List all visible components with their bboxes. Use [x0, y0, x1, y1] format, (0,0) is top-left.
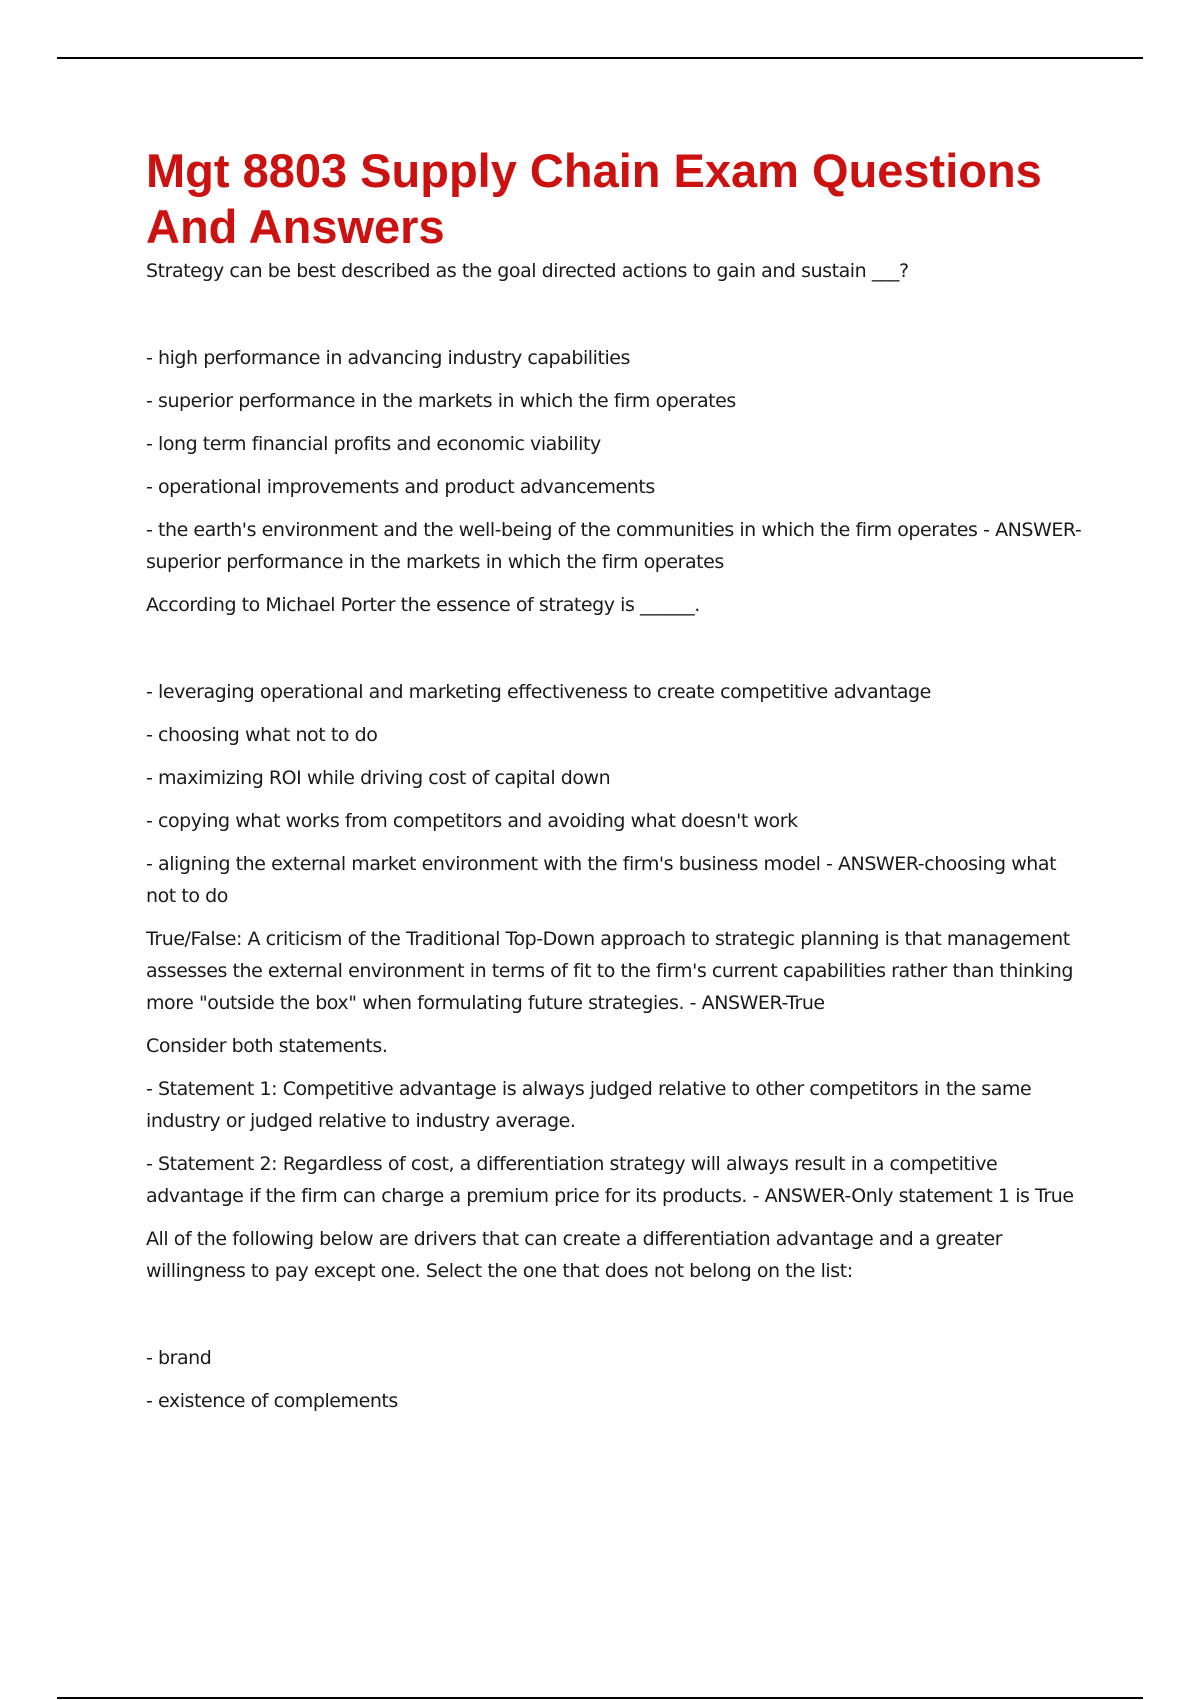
statement-2-with-answer: - Statement 2: Regardless of cost, a differentiation strategy will always result in a competitive advantage if the firm can charge a premium price for its products. - ANSWER-Only statement 1 is True: [146, 1153, 1074, 1207]
question-3-with-answer: True/False: A criticism of the Traditional Top-Down approach to strategic planning is that management assesses the external environment in terms of fit to the firm's current capabilities rather than thinking more "outside the box" when formulating future strategies. - ANSWER-True: [146, 928, 1074, 1014]
option-2c: - maximizing ROI while driving cost of capital down: [146, 767, 611, 789]
option-1c: - long term financial profits and economic viability: [146, 433, 601, 455]
top-rule: [57, 57, 1143, 59]
option-5b: - existence of complements: [146, 1390, 398, 1412]
option-2b: - choosing what not to do: [146, 724, 378, 746]
statement-1: - Statement 1: Competitive advantage is always judged relative to other competitors in the same industry or judged relative to industry average.: [146, 1078, 1032, 1132]
question-1: Strategy can be best described as the goal directed actions to gain and sustain ___?: [146, 260, 909, 282]
option-1e-with-answer: - the earth's environment and the well-being of the communities in which the firm operates - ANSWER-superior performance in the markets in which the firm operates: [146, 519, 1082, 573]
question-4: Consider both statements.: [146, 1035, 388, 1057]
option-1d: - operational improvements and product advancements: [146, 476, 655, 498]
document-title: Mgt 8803 Supply Chain Exam Questions And Answers: [146, 144, 1042, 253]
question-5: All of the following below are drivers that can create a differentiation advantage and a greater willingness to pay except one. Select the one that does not belong on the list:: [146, 1228, 1003, 1282]
option-2a: - leveraging operational and marketing effectiveness to create competitive advantage: [146, 681, 931, 703]
option-2d: - copying what works from competitors and avoiding what doesn't work: [146, 810, 798, 832]
option-5a: - brand: [146, 1347, 212, 1369]
option-1a: - high performance in advancing industry capabilities: [146, 347, 630, 369]
option-1b: - superior performance in the markets in which the firm operates: [146, 390, 736, 412]
document-body: [146, 143, 1091, 1417]
option-2e-with-answer: - aligning the external market environment with the firm's business model - ANSWER-choosing what not to do: [146, 853, 1057, 907]
question-2: According to Michael Porter the essence of strategy is ______.: [146, 594, 700, 616]
bottom-rule: [57, 1697, 1143, 1699]
